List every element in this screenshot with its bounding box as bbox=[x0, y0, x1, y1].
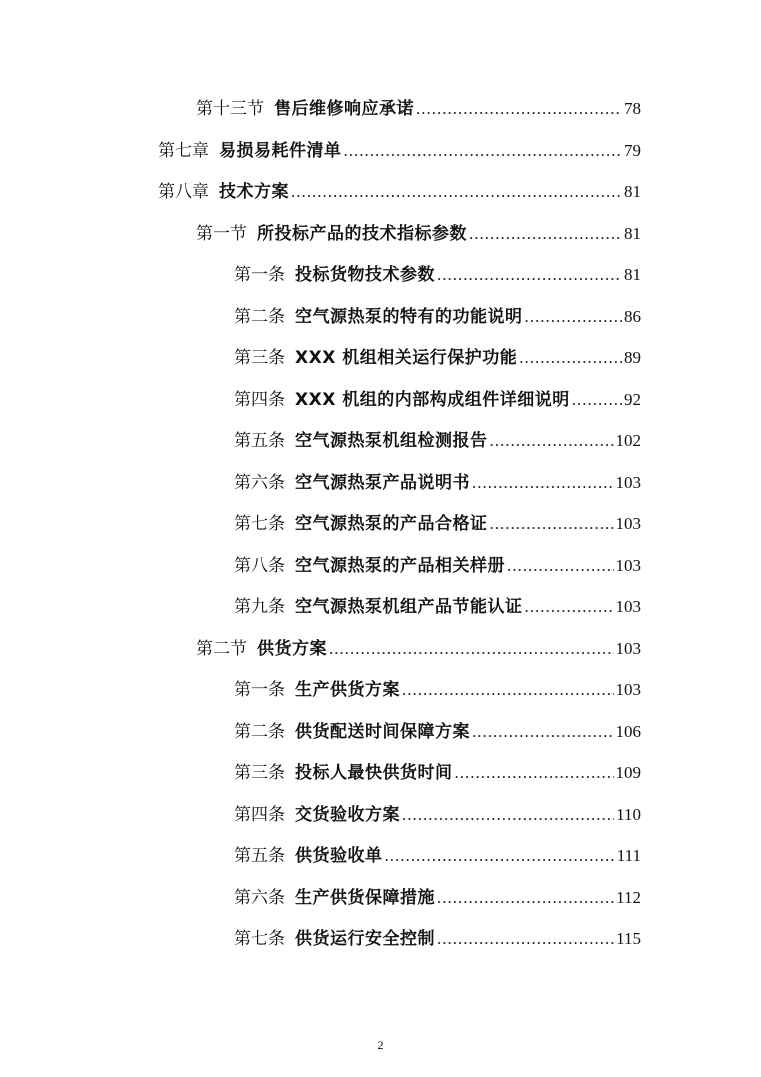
toc-entry-prefix: 第三条 bbox=[234, 348, 285, 368]
toc-dot-leader bbox=[572, 389, 622, 411]
toc-dot-leader bbox=[437, 928, 614, 950]
toc-entry-page-number: 111 bbox=[616, 846, 641, 865]
toc-entry-page-number: 79 bbox=[624, 140, 641, 160]
toc-entry-page-number: 103 bbox=[615, 597, 641, 616]
toc-entry-page-number: 109 bbox=[615, 763, 641, 782]
toc-entry-prefix: 第二条 bbox=[234, 721, 285, 742]
toc-entry-title: 交货验收方案 bbox=[295, 804, 400, 825]
toc-dot-leader bbox=[344, 140, 623, 162]
toc-entry-title: 供货运行安全控制 bbox=[295, 929, 435, 949]
toc-entry-page-number: 78 bbox=[624, 99, 641, 118]
toc-entry-title: XXX 机组的内部构成组件详细说明 bbox=[295, 389, 570, 410]
toc-entry-prefix: 第五条 bbox=[234, 431, 285, 451]
toc-entry-prefix: 第八条 bbox=[234, 555, 285, 576]
toc-entry[interactable] bbox=[234, 794, 641, 826]
toc-entry[interactable] bbox=[234, 254, 641, 286]
toc-dot-leader bbox=[469, 223, 622, 245]
toc-entry-prefix: 第三条 bbox=[234, 763, 285, 783]
toc-entry[interactable] bbox=[234, 586, 641, 618]
toc-entry-title: 空气源热泵机组检测报告 bbox=[295, 431, 488, 451]
toc-dot-leader bbox=[329, 638, 614, 660]
toc-entry-page-number: 103 bbox=[615, 555, 641, 575]
toc-entry-page-number: 103 bbox=[615, 680, 641, 699]
toc-dot-leader bbox=[507, 555, 614, 577]
toc-entry-title: 空气源热泵的产品合格证 bbox=[295, 514, 488, 534]
toc-entry-page-number: 103 bbox=[615, 638, 641, 658]
toc-dot-leader bbox=[472, 721, 614, 743]
toc-entry-title: 生产供货方案 bbox=[295, 680, 400, 700]
toc-entry-title: 所投标产品的技术指标参数 bbox=[257, 223, 467, 244]
toc-entry-page-number: 89 bbox=[624, 348, 641, 367]
toc-entry[interactable] bbox=[196, 628, 641, 660]
toc-entry-prefix: 第七条 bbox=[234, 929, 285, 949]
toc-dot-leader bbox=[525, 596, 614, 618]
toc-entry[interactable] bbox=[234, 877, 641, 909]
toc-entry-page-number: 92 bbox=[624, 389, 641, 409]
toc-entry-title: 供货验收单 bbox=[295, 846, 383, 866]
toc-entry[interactable] bbox=[158, 171, 641, 203]
toc-entry-page-number: 81 bbox=[624, 223, 641, 243]
toc-entry-title: 生产供货保障措施 bbox=[295, 887, 435, 908]
toc-entry[interactable] bbox=[234, 918, 641, 950]
toc-dot-leader bbox=[519, 347, 622, 369]
toc-entry-page-number: 112 bbox=[616, 887, 641, 907]
toc-dot-leader bbox=[416, 98, 622, 120]
toc-dot-leader bbox=[525, 306, 623, 328]
toc-dot-leader bbox=[402, 804, 614, 826]
toc-entry-prefix: 第十三节 bbox=[196, 99, 264, 119]
toc-entry-prefix: 第二条 bbox=[234, 306, 285, 327]
toc-dot-leader bbox=[472, 472, 614, 494]
toc-dot-leader bbox=[437, 264, 622, 286]
toc-dot-leader bbox=[490, 430, 614, 452]
toc-dot-leader bbox=[402, 679, 614, 701]
toc-entry[interactable] bbox=[234, 711, 641, 743]
toc-entry-page-number: 106 bbox=[615, 721, 641, 741]
toc-entry-page-number: 81 bbox=[624, 182, 641, 201]
toc-entry-title: 售后维修响应承诺 bbox=[274, 99, 414, 119]
toc-entry-prefix: 第七条 bbox=[234, 514, 285, 534]
toc-entry-title: 空气源热泵机组产品节能认证 bbox=[295, 597, 523, 617]
toc-dot-leader bbox=[490, 513, 614, 535]
toc-entry[interactable] bbox=[196, 88, 641, 120]
toc-entry-prefix: 第四条 bbox=[234, 389, 285, 410]
toc-entry-title: XXX 机组相关运行保护功能 bbox=[295, 348, 518, 368]
toc-entry-prefix: 第一节 bbox=[196, 223, 247, 244]
toc-entry-title: 空气源热泵的产品相关样册 bbox=[295, 555, 505, 576]
toc-entry[interactable] bbox=[234, 337, 641, 369]
toc-entry-title: 投标人最快供货时间 bbox=[295, 763, 453, 783]
toc-entry-title: 空气源热泵产品说明书 bbox=[295, 472, 470, 493]
toc-entry[interactable] bbox=[234, 545, 641, 577]
toc-entry-prefix: 第六条 bbox=[234, 472, 285, 493]
toc-entry[interactable] bbox=[234, 379, 641, 411]
toc-entry[interactable] bbox=[234, 503, 641, 535]
toc-dot-leader bbox=[291, 181, 622, 203]
toc-entry-prefix: 第四条 bbox=[234, 804, 285, 825]
toc-entry-title: 易损易耗件清单 bbox=[219, 140, 342, 161]
toc-entry-page-number: 110 bbox=[616, 804, 641, 824]
toc-entry-prefix: 第七章 bbox=[158, 140, 209, 161]
toc-entry-title: 技术方案 bbox=[219, 182, 289, 202]
toc-dot-leader bbox=[455, 762, 614, 784]
toc-entry[interactable] bbox=[234, 669, 641, 701]
toc-entry-page-number: 115 bbox=[616, 929, 641, 948]
toc-entry-prefix: 第一条 bbox=[234, 680, 285, 700]
toc-entry-prefix: 第二节 bbox=[196, 638, 247, 659]
toc-entry[interactable] bbox=[196, 213, 641, 245]
toc-entry-page-number: 103 bbox=[615, 472, 641, 492]
toc-dot-leader bbox=[437, 887, 614, 909]
toc-entry-prefix: 第八章 bbox=[158, 182, 209, 202]
toc-entry-title: 投标货物技术参数 bbox=[295, 265, 435, 285]
toc-entry-title: 空气源热泵的特有的功能说明 bbox=[295, 306, 523, 327]
toc-entry[interactable] bbox=[158, 130, 641, 162]
toc-entry-prefix: 第一条 bbox=[234, 265, 285, 285]
toc-entry-page-number: 102 bbox=[615, 431, 641, 450]
toc-entry[interactable] bbox=[234, 752, 641, 784]
toc-dot-leader bbox=[385, 845, 615, 867]
toc-entry-page-number: 81 bbox=[624, 265, 641, 284]
toc-entry-title: 供货配送时间保障方案 bbox=[295, 721, 470, 742]
toc-entry[interactable] bbox=[234, 420, 641, 452]
toc-entry-page-number: 86 bbox=[624, 306, 641, 326]
toc-entry-page-number: 103 bbox=[615, 514, 641, 533]
toc-entry[interactable] bbox=[234, 462, 641, 494]
toc-entry[interactable] bbox=[234, 835, 641, 867]
toc-entry-title: 供货方案 bbox=[257, 638, 327, 659]
toc-entry[interactable] bbox=[234, 296, 641, 328]
page-number: 2 bbox=[377, 1038, 384, 1052]
toc-entry-prefix: 第六条 bbox=[234, 887, 285, 908]
toc-entry-prefix: 第五条 bbox=[234, 846, 285, 866]
toc-entry-prefix: 第九条 bbox=[234, 597, 285, 617]
